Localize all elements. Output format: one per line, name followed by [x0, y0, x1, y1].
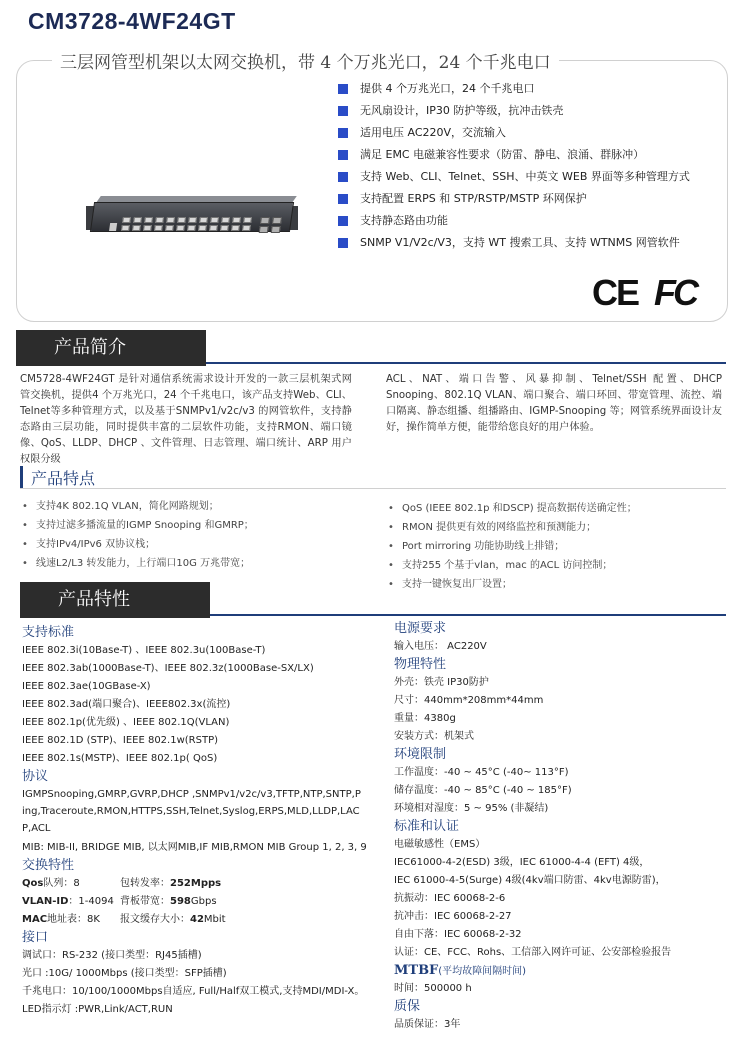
intro-banner: [16, 330, 206, 366]
certification-line: 自由下落：IEC 60068-2-32: [394, 929, 522, 940]
standard-line: IEEE 802.3ae(10GBase-X): [22, 681, 151, 692]
warranty-heading: 质保: [394, 999, 421, 1014]
power-line: 输入电压： AC220V: [394, 641, 487, 652]
square-bullet-icon: [338, 216, 348, 226]
interface-line: LED指示灯 :PWR,Link/ACT,RUN: [22, 1004, 173, 1015]
interface-heading: 接口: [22, 930, 49, 945]
mtbf-heading: MTBF(平均故障间隔时间): [394, 963, 527, 978]
standard-line: IEEE 802.3ab(1000Base-T)、IEEE 802.3z(1000Base-SX/LX): [22, 663, 314, 674]
intro-right-text: ACL、NAT、端口告警、风暴抑制、Telnet/SSH 配置、DHCP Snooping、802.1Q VLAN、端口聚合、端口环回、带宽管理、流控、端口隔离、静态组播、组播路由、IGMP-Snooping 等；网管系统界面设计友好，操作简单方便，能带给您良好的用户体验。: [386, 374, 722, 433]
specs-right-column: [394, 620, 724, 1034]
certification-line: 电磁敏感性（EMS）: [394, 839, 486, 850]
square-bullet-icon: [338, 106, 348, 116]
square-bullet-icon: [338, 172, 348, 182]
hero-feature-item: 支持 Web、CLI、Telnet、SSH、中英文 WEB 界面等多种管理方式: [338, 166, 690, 188]
switching-row: Qos队列：8 包转发率：252Mpps: [22, 878, 222, 889]
square-bullet-icon: [338, 194, 348, 204]
feature-item: • 支持过滤多播流量的IGMP Snooping 和GMRP；: [20, 516, 254, 535]
physical-line: 外壳：铁壳 IP30防护: [394, 677, 489, 688]
standards-heading: 支持标准: [22, 625, 75, 640]
environment-line: 环境相对湿度：5 ~ 95% (非凝结): [394, 803, 549, 814]
certification-line: IEC61000-4-2(ESD) 3级，IEC 61000-4-4 (EFT) 4级，: [394, 857, 650, 868]
specs-banner: [20, 582, 210, 618]
standard-line: IEEE 802.1s(MSTP)、IEEE 802.1p( QoS): [22, 753, 218, 764]
mtbf-line: 时间：500000 h: [394, 983, 472, 994]
physical-line: 安装方式：机架式: [394, 731, 474, 742]
feature-item: • 支持IPv4/IPv6 双协议栈；: [20, 535, 254, 554]
square-bullet-icon: [338, 238, 348, 248]
feature-item: • RMON 提供更有效的网络监控和预测能力；: [386, 518, 637, 537]
environment-heading: 环境限制: [394, 747, 447, 762]
feature-item: • QoS (IEEE 802.1p 和DSCP) 提高数据传送确定性；: [386, 499, 637, 518]
specs-rule: [210, 614, 726, 616]
hero-feature-item: 支持配置 ERPS 和 STP/RSTP/MSTP 环网保护: [338, 188, 690, 210]
standard-line: IEEE 802.1D (STP)、IEEE 802.1w(RSTP): [22, 735, 219, 746]
standard-line: IEEE 802.3ad(端口聚合)、IEEE802.3x(流控): [22, 699, 231, 710]
switch-product-image: [86, 196, 298, 242]
protocols-text: IGMPSnooping,GMRP,GVRP,DHCP ,SNMPv1/v2c/v3,TFTP,NTP,SNTP,Ping,Traceroute,RMON,HTTPS,SSH,Telnet,Syslog,ERPS,MLD,LLDP,LACP,ACL: [22, 789, 361, 834]
switching-row: MAC地址表：8K 报文缓存大小：42Mbit: [22, 914, 226, 925]
features-title: 产品特点: [20, 466, 95, 489]
environment-line: 工作温度：-40 ~ 45°C (-40~ 113°F): [394, 767, 569, 778]
interface-line: 调试口：RS-232 (接口类型：RJ45插槽): [22, 950, 202, 961]
standard-line: IEEE 802.1p(优先级) 、IEEE 802.1Q(VLAN): [22, 717, 230, 728]
intro-left-text: CM5728-4WF24GT 是针对通信系统需求设计开发的一款三层机架式网管交换机，提供4 个万兆光口，24 个千兆电口，该产品支持Web、CLI、Telnet等多种管理方式，以及基于SNMPv1/v2c/v3 的网管软件，支持静态路由三层功能，同时提供丰富的二层软件功能，支持RMON、端口镜像、QoS、LLDP、DHCP 、文件管理、日志管理、端口统计、ARP 用户权限分级: [20, 374, 352, 465]
switching-row: VLAN-ID：1-4094 背板带宽：598Gbps: [22, 896, 217, 907]
mib-line: MIB: MIB-II, BRIDGE MIB, 以太网MIB,IF MIB,RMON MIB Group 1, 2, 3, 9: [22, 842, 367, 853]
certification-line: 抗冲击：IEC 60068-2-27: [394, 911, 512, 922]
protocols-heading: 协议: [22, 769, 49, 784]
certification-line: 认证：CE、FCC、Rohs、工信部入网许可证、公安部检验报告: [394, 947, 672, 958]
product-model-title: CM3728-4WF24GT: [28, 8, 236, 34]
specs-title: 产品特性: [58, 589, 130, 610]
physical-line: 尺寸：440mm*208mm*44mm: [394, 695, 544, 706]
hero-feature-list: [338, 78, 690, 254]
certification-line: 抗振动：IEC 60068-2-6: [394, 893, 506, 904]
features-right-list: [386, 499, 637, 594]
warranty-line: 品质保证：3年: [394, 1019, 461, 1030]
hero-feature-item: 满足 EMC 电磁兼容性要求（防雷、静电、浪涌、群脉冲）: [338, 144, 690, 166]
power-heading: 电源要求: [394, 621, 447, 636]
hero-feature-item: 支持静态路由功能: [338, 210, 690, 232]
physical-heading: 物理特性: [394, 657, 447, 672]
feature-item: • 支持4K 802.1Q VLAN，简化网路规划；: [20, 497, 254, 516]
feature-item: • 支持一键恢复出厂设置；: [386, 575, 637, 594]
certification-heading: 标准和认证: [394, 819, 460, 834]
hero-feature-item: 提供 4 个万兆光口，24 个千兆电口: [338, 78, 690, 100]
specs-left-column: [22, 624, 367, 1019]
switching-heading: 交换特性: [22, 858, 75, 873]
feature-item: • Port mirroring 功能协助线上排错；: [386, 537, 637, 556]
intro-title: 产品简介: [54, 337, 126, 358]
fcc-mark-icon: FC: [654, 272, 696, 313]
ce-mark-icon: CE: [592, 272, 639, 313]
features-left-list: [20, 497, 254, 573]
standard-line: IEEE 802.3i(10Base-T) 、IEEE 802.3u(100Base-T): [22, 645, 266, 656]
hero-feature-item: 无风扇设计，IP30 防护等级，抗冲击铁壳: [338, 100, 690, 122]
hero-feature-item: SNMP V1/V2c/V3，支持 WT 搜索工具、支持 WTNMS 网管软件: [338, 232, 690, 254]
physical-line: 重量：4380g: [394, 713, 456, 724]
interface-line: 千兆电口：10/100/1000Mbps自适应, Full/Half双工模式,支持MDI/MDI-X。: [22, 986, 365, 997]
environment-line: 储存温度：-40 ~ 85°C (-40 ~ 185°F): [394, 785, 572, 796]
features-rule: [20, 488, 726, 489]
feature-item: • 线速L2/L3 转发能力，上行端口10G 万兆带宽；: [20, 554, 254, 573]
square-bullet-icon: [338, 84, 348, 94]
feature-item: • 支持255 个基于vlan，mac 的ACL 访问控制；: [386, 556, 637, 575]
square-bullet-icon: [338, 128, 348, 138]
intro-rule: [206, 362, 726, 364]
certification-line: IEC 61000-4-5(Surge) 4级(4kv端口防雷、4kv电源防雷)，: [394, 875, 666, 886]
interface-line: 光口 :10G/ 1000Mbps (接口类型：SFP插槽): [22, 968, 227, 979]
hero-feature-item: 适用电压 AC220V，交流输入: [338, 122, 690, 144]
product-tagline: 三层网管型机架以太网交换机，带 4 个万兆光口，24 个千兆电口: [52, 48, 559, 73]
square-bullet-icon: [338, 150, 348, 160]
